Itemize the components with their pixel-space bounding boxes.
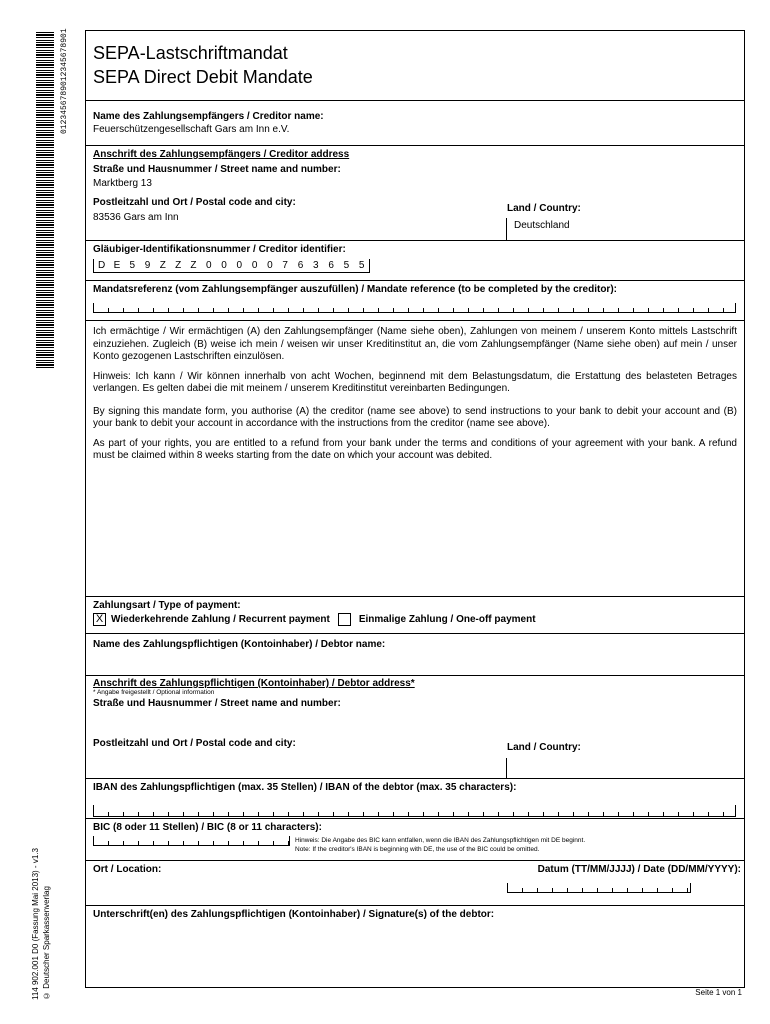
debtor-name-label: Name des Zahlungspflichtigen (Kontoinhaber) / Debtor name: <box>93 639 386 650</box>
mandate-text-german: Ich ermächtige / Wir ermächtigen (A) den Zahlungsempfänger (Name siehe oben), Zahlungen von meinem / unserem Konto mittels Lastschrift einzuziehen. Zugleich (B) weise ich mein / weisen wir unser Kreditinstitut an, die vom Zahlungsempfänger (Name siehe oben) auf mein / unser Konto gezogenen Lastschriften einzulösen. <box>93 326 737 362</box>
oneoff-payment-checkbox[interactable] <box>338 613 351 626</box>
iban-field[interactable] <box>93 805 736 817</box>
bic-note-english: Note: If the creditor's IBAN is beginning with DE, the use of the BIC could be omitted. <box>295 846 540 853</box>
form-version-note: 114 902.001 D0 (Fassung Mai 2013) - v1.3 © Deutscher Sparkassenverlag <box>31 848 51 1000</box>
creditor-id-char: 3 <box>313 260 319 271</box>
creditor-id-char: 0 <box>221 260 227 271</box>
bic-label: BIC (8 oder 11 Stellen) / BIC (8 or 11 characters): <box>93 822 322 833</box>
date-label: Datum (TT/MM/JJJJ) / Date (DD/MM/YYYY): <box>537 864 741 875</box>
creditor-id-char: E <box>113 260 121 271</box>
creditor-address-section <box>86 146 744 241</box>
recurrent-payment-checkbox[interactable]: X <box>93 613 106 626</box>
creditor-id-char: 5 <box>129 260 136 271</box>
iban-section <box>86 779 744 819</box>
recurrent-payment-label: Wiederkehrende Zahlung / Recurrent payment <box>111 614 330 625</box>
title-english: SEPA Direct Debit Mandate <box>93 67 313 87</box>
debtor-street-label[interactable]: Straße und Hausnummer / Street name and number: <box>93 698 341 709</box>
creditor-id-char: Z <box>190 260 197 271</box>
debtor-name-section[interactable] <box>86 634 744 676</box>
creditor-street-label: Straße und Hausnummer / Street name and number: <box>93 164 341 175</box>
debtor-address-heading: Anschrift des Zahlungspflichtigen (Kontoinhaber) / Debtor address* <box>93 678 415 689</box>
bic-note-german: Hinweis: Die Angabe des BIC kann entfallen, wenn die IBAN des Zahlungspflichtigen mit DE beginnt. <box>295 837 586 844</box>
creditor-name-section <box>86 101 744 146</box>
creditor-id-boxes <box>93 259 370 273</box>
payment-type-section <box>86 597 744 634</box>
mandate-text-english: By signing this mandate form, you authorise (A) the creditor (name see above) to send instructions to your bank to debit your account and (B) your bank to debit your account in accordance with the instructions from the creditor (name see above). <box>93 405 737 429</box>
mandate-reference-section <box>86 281 744 321</box>
creditor-id-char: 0 <box>251 260 258 271</box>
mandate-reference-label: Mandatsreferenz (vom Zahlungsempfänger auszufüllen) / Mandate reference (to be completed by the creditor): <box>93 284 617 295</box>
debtor-country-label[interactable]: Land / Country: <box>507 742 581 753</box>
barcode-number: 0123456789012345678901 <box>60 28 69 134</box>
bic-field[interactable] <box>93 836 290 846</box>
creditor-id-char: D <box>98 260 106 271</box>
creditor-id-char: 6 <box>328 260 334 271</box>
creditor-id-char: 9 <box>144 260 151 271</box>
creditor-country-value: Deutschland <box>514 220 570 231</box>
location-date-section <box>86 861 744 906</box>
creditor-postal-value: 83536 Gars am Inn <box>93 212 179 223</box>
optional-note: * Angabe freigestellt / Optional information <box>93 689 215 696</box>
creditor-id-char: 0 <box>267 260 273 271</box>
creditor-id-char: 0 <box>205 260 212 271</box>
page-number: Seite 1 von 1 <box>695 988 742 997</box>
debtor-address-section <box>86 676 744 779</box>
creditor-id-char: 6 <box>297 260 304 271</box>
creditor-name-label: Name des Zahlungsempfängers / Creditor name: <box>93 111 324 122</box>
payment-type-label: Zahlungsart / Type of payment: <box>93 600 241 611</box>
title-german: SEPA-Lastschriftmandat <box>93 43 288 63</box>
creditor-address-heading: Anschrift des Zahlungsempfängers / Creditor address <box>93 149 350 160</box>
creditor-id-char: 5 <box>358 260 365 271</box>
location-label[interactable]: Ort / Location: <box>93 864 162 875</box>
debtor-country-separator <box>506 758 507 778</box>
form-title <box>86 31 744 101</box>
mandate-text-section <box>86 321 744 597</box>
refund-note-german: Hinweis: Ich kann / Wir können innerhalb von acht Wochen, beginnend mit dem Belastungsdatum, die Erstattung des belasteten Betrages verlangen. Es gelten dabei die mit meinem / unserem Kreditinstitut vereinbarten Bedingungen. <box>93 370 737 394</box>
barcode <box>36 32 54 370</box>
signature-section[interactable] <box>86 906 744 987</box>
refund-note-english: As part of your rights, you are entitled to a refund from your bank under the terms and conditions of your agreement with your bank. A refund must be claimed within 8 weeks starting from the date on which your account was debited. <box>93 437 737 461</box>
signature-label: Unterschrift(en) des Zahlungspflichtigen (Kontoinhaber) / Signature(s) of the debtor: <box>93 909 495 920</box>
mandate-reference-field[interactable] <box>93 303 736 313</box>
date-field[interactable] <box>507 883 691 893</box>
creditor-id-char: 5 <box>343 260 350 271</box>
creditor-id-char: Z <box>159 260 166 271</box>
creditor-street-value: Marktberg 13 <box>93 178 152 189</box>
creditor-country-label: Land / Country: <box>507 203 581 214</box>
creditor-id-section <box>86 241 744 281</box>
creditor-id-char: 0 <box>236 260 243 271</box>
country-separator <box>506 218 507 240</box>
creditor-id-char: 7 <box>282 260 288 271</box>
debtor-postal-label[interactable]: Postleitzahl und Ort / Postal code and city: <box>93 738 296 749</box>
creditor-id-char: Z <box>175 260 182 271</box>
creditor-id-label: Gläubiger-Identifikationsnummer / Creditor identifier: <box>93 244 346 255</box>
bic-section <box>86 819 744 861</box>
oneoff-payment-label: Einmalige Zahlung / One-off payment <box>358 614 536 625</box>
creditor-postal-label: Postleitzahl und Ort / Postal code and city: <box>93 197 296 208</box>
creditor-name-value: Feuerschützengesellschaft Gars am Inn e.V. <box>93 124 290 135</box>
iban-label: IBAN des Zahlungspflichtigen (max. 35 Stellen) / IBAN of the debtor (max. 35 characters): <box>93 782 517 793</box>
mandate-form <box>85 30 745 988</box>
